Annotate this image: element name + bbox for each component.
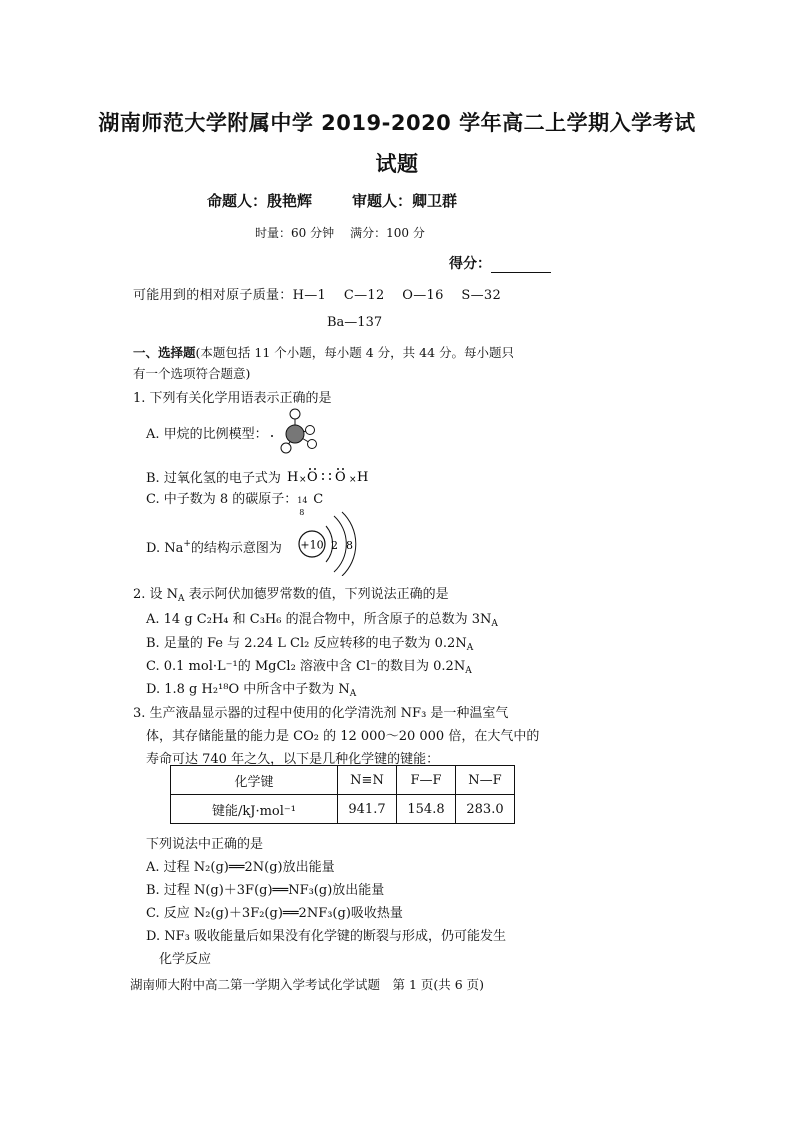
- q1-option-c: [146, 488, 324, 517]
- atomic-mass-line2: Ba—137: [327, 315, 383, 330]
- authors: [207, 190, 497, 211]
- isotope-mass-number: 14: [297, 496, 308, 505]
- table-cell: 154.8: [397, 795, 456, 824]
- score-blank[interactable]: [491, 258, 551, 273]
- q3-option-d-line2: 化学反应: [159, 952, 212, 967]
- h2o2-electron-formula-icon: [285, 465, 395, 487]
- table-row: [171, 795, 515, 824]
- q2-option-a: [146, 608, 498, 629]
- q3-option-d-line1: D. NF₃ 吸收能量后如果没有化学键的断裂与形成，仍可能发生: [146, 929, 506, 944]
- q2-a-sub: A: [491, 619, 498, 629]
- q2-d-text: D. 1.8 g H₂¹⁸O 中所含中子数为 N: [146, 682, 350, 697]
- table-cell: 键能/kJ·mol⁻¹: [171, 795, 338, 824]
- svg-text:H: H: [356, 470, 369, 485]
- table-header-cell: F—F: [397, 766, 456, 795]
- exam-meta: [255, 224, 441, 241]
- q2-stem-sub: A: [178, 594, 185, 604]
- bond-energy-table: [170, 765, 515, 824]
- shell-1-electrons: 2: [331, 539, 338, 552]
- svg-text:H: H: [286, 470, 299, 485]
- q3-option-c: C. 反应 N₂(g)＋3F₂(g)══2NF₃(g)吸收热量: [146, 906, 403, 921]
- q1-d-charge: +: [183, 539, 191, 549]
- svg-text:×: ×: [298, 475, 307, 485]
- q3-stem-line3: 寿命可达 740 年之久，以下是几种化学键的键能：: [146, 752, 440, 767]
- table-header-cell: N—F: [456, 766, 515, 795]
- q2-stem: [133, 583, 449, 604]
- score-label: 得分：: [449, 256, 491, 272]
- q1-b-text: B. 过氧化氢的电子式为: [146, 471, 281, 486]
- table-cell: 941.7: [338, 795, 397, 824]
- q1-option-b: [146, 465, 395, 487]
- q2-b-sub: A: [466, 643, 474, 653]
- q2-c-text: C. 0.1 mol·L⁻¹的 MgCl₂ 溶液中含 Cl⁻的数目为 0.2N: [146, 659, 466, 674]
- section1-heading-line2: 有一个选项符合题意): [133, 366, 251, 381]
- q1-option-a: A. 甲烷的比例模型：: [146, 427, 268, 442]
- reviewer: 审题人：卿卫群: [352, 192, 458, 210]
- setter: 命题人：殷艳辉: [207, 192, 313, 210]
- exam-title-line1: 湖南师范大学附属中学 2019-2020 学年高二上学期入学考试: [98, 111, 696, 135]
- q2-b-text: B. 足量的 Fe 与 2.24 L Cl₂ 反应转移的电子数为 0.2N: [146, 636, 467, 651]
- q2-c-sub: A: [465, 666, 472, 676]
- table-row: [171, 766, 515, 795]
- q2-a-text: A. 14 g C₂H₄ 和 C₃H₆ 的混合物中，所含原子的总数为 3N: [146, 612, 492, 627]
- shell-2-electrons: 8: [346, 539, 353, 552]
- svg-text:O: O: [306, 470, 318, 485]
- isotope-atomic-number: 8: [299, 508, 305, 517]
- q1-d-prefix: D. Na: [146, 541, 184, 556]
- q2-option-c: [146, 655, 472, 676]
- table-cell: 283.0: [456, 795, 515, 824]
- q1-d-suffix: 的结构示意图为: [190, 541, 282, 556]
- q2-d-sub: A: [349, 689, 357, 699]
- section1-heading-rest: (本题包括 11 个小题，每小题 4 分，共 44 分。每小题只: [195, 345, 514, 360]
- page-footer: 湖南师大附中高二第一学期入学考试化学试题 第 1 页(共 6 页): [130, 977, 485, 992]
- table-header-cell: N≡N: [338, 766, 397, 795]
- q2-stem-a: 2. 设 N: [133, 587, 179, 602]
- atomic-mass-line1: 可能用到的相对原子质量：H—1 C—12 O—16 S—32: [133, 288, 502, 303]
- full-score: 满分：100 分: [350, 226, 425, 240]
- q2-option-b: [146, 632, 473, 653]
- q1-stem: 1. 下列有关化学用语表示正确的是: [133, 391, 332, 406]
- na-ion-structure-diagram: [296, 510, 366, 576]
- methane-model-icon: [268, 406, 320, 456]
- isotope-symbol: C: [313, 492, 324, 507]
- table-header-cell: 化学键: [171, 766, 338, 795]
- score-field: [449, 253, 551, 273]
- time-limit: 时量：60 分钟: [255, 226, 335, 240]
- q1-option-d: [146, 537, 282, 556]
- q3-option-a: A. 过程 N₂(g)══2N(g)放出能量: [146, 860, 335, 875]
- q3-stem-line1: 3. 生产液晶显示器的过程中使用的化学清洗剂 NF₃ 是一种温室气: [133, 706, 509, 721]
- section1-heading-line1: 一、选择题(本题包括 11 个小题，每小题 4 分，共 44 分。每小题只: [133, 345, 514, 360]
- q2-stem-tail: 表示阿伏加德罗常数的值，下列说法正确的是: [184, 587, 449, 602]
- q1-c-text: C. 中子数为 8 的碳原子：: [146, 492, 298, 507]
- exam-title-line2: 试题: [375, 152, 419, 176]
- svg-text:O: O: [334, 470, 346, 485]
- q2-option-d: [146, 678, 356, 699]
- nucleus-charge: +10: [300, 538, 324, 552]
- q3-prompt: 下列说法中正确的是: [146, 837, 264, 852]
- svg-text:×: ×: [348, 475, 357, 485]
- q3-option-b: B. 过程 N(g)＋3F(g)══NF₃(g)放出能量: [146, 883, 385, 898]
- q3-stem-line2: 体，其存储能量的能力是 CO₂ 的 12 000～20 000 倍，在大气中的: [146, 729, 540, 744]
